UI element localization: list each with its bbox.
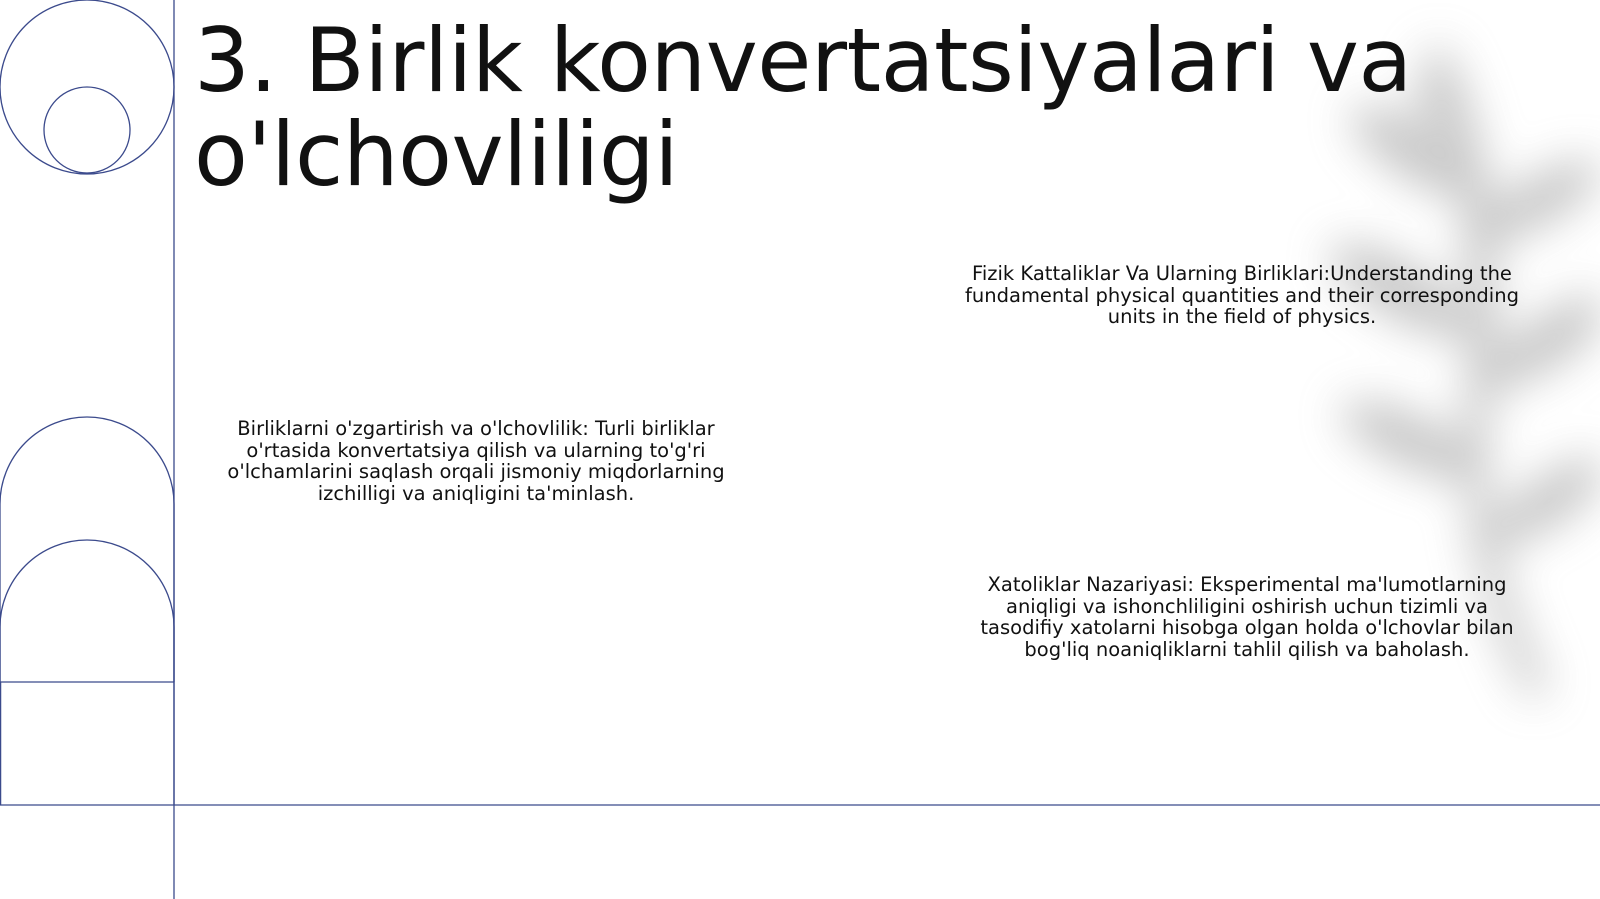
slide-title: 3. Birlik konvertatsiyalari va o'lchovliligi <box>194 9 1412 206</box>
unit-conversion-paragraph: Birliklarni o'zgartirish va o'lchovlilik: Turli birliklar o'rtasida konvertatsiya qilish va ularning to'g'ri o'lchamlarini saqlash orqali jismoniy miqdorlarning izchilligi va aniqligini ta'minlash. <box>227 417 725 505</box>
small-circle-outline <box>44 87 130 173</box>
physical-quantities-paragraph: Fizik Kattaliklar Va Ularning Birliklari:Understanding the fundamental physical quantities and their corresponding units in the field of physics. <box>965 262 1519 328</box>
upper-arch-outline <box>0 417 174 805</box>
error-theory-paragraph: Xatoliklar Nazariyasi: Eksperimental ma'lumotlarning aniqligi va ishonchliligini oshirish uchun tizimli va tasodifiy xatolarni hisobga olgan holda o'lchovlar bilan bog'liq noaniqliklarni tahlil qilish va baholash. <box>980 573 1514 661</box>
lower-arch-outline <box>0 540 174 682</box>
